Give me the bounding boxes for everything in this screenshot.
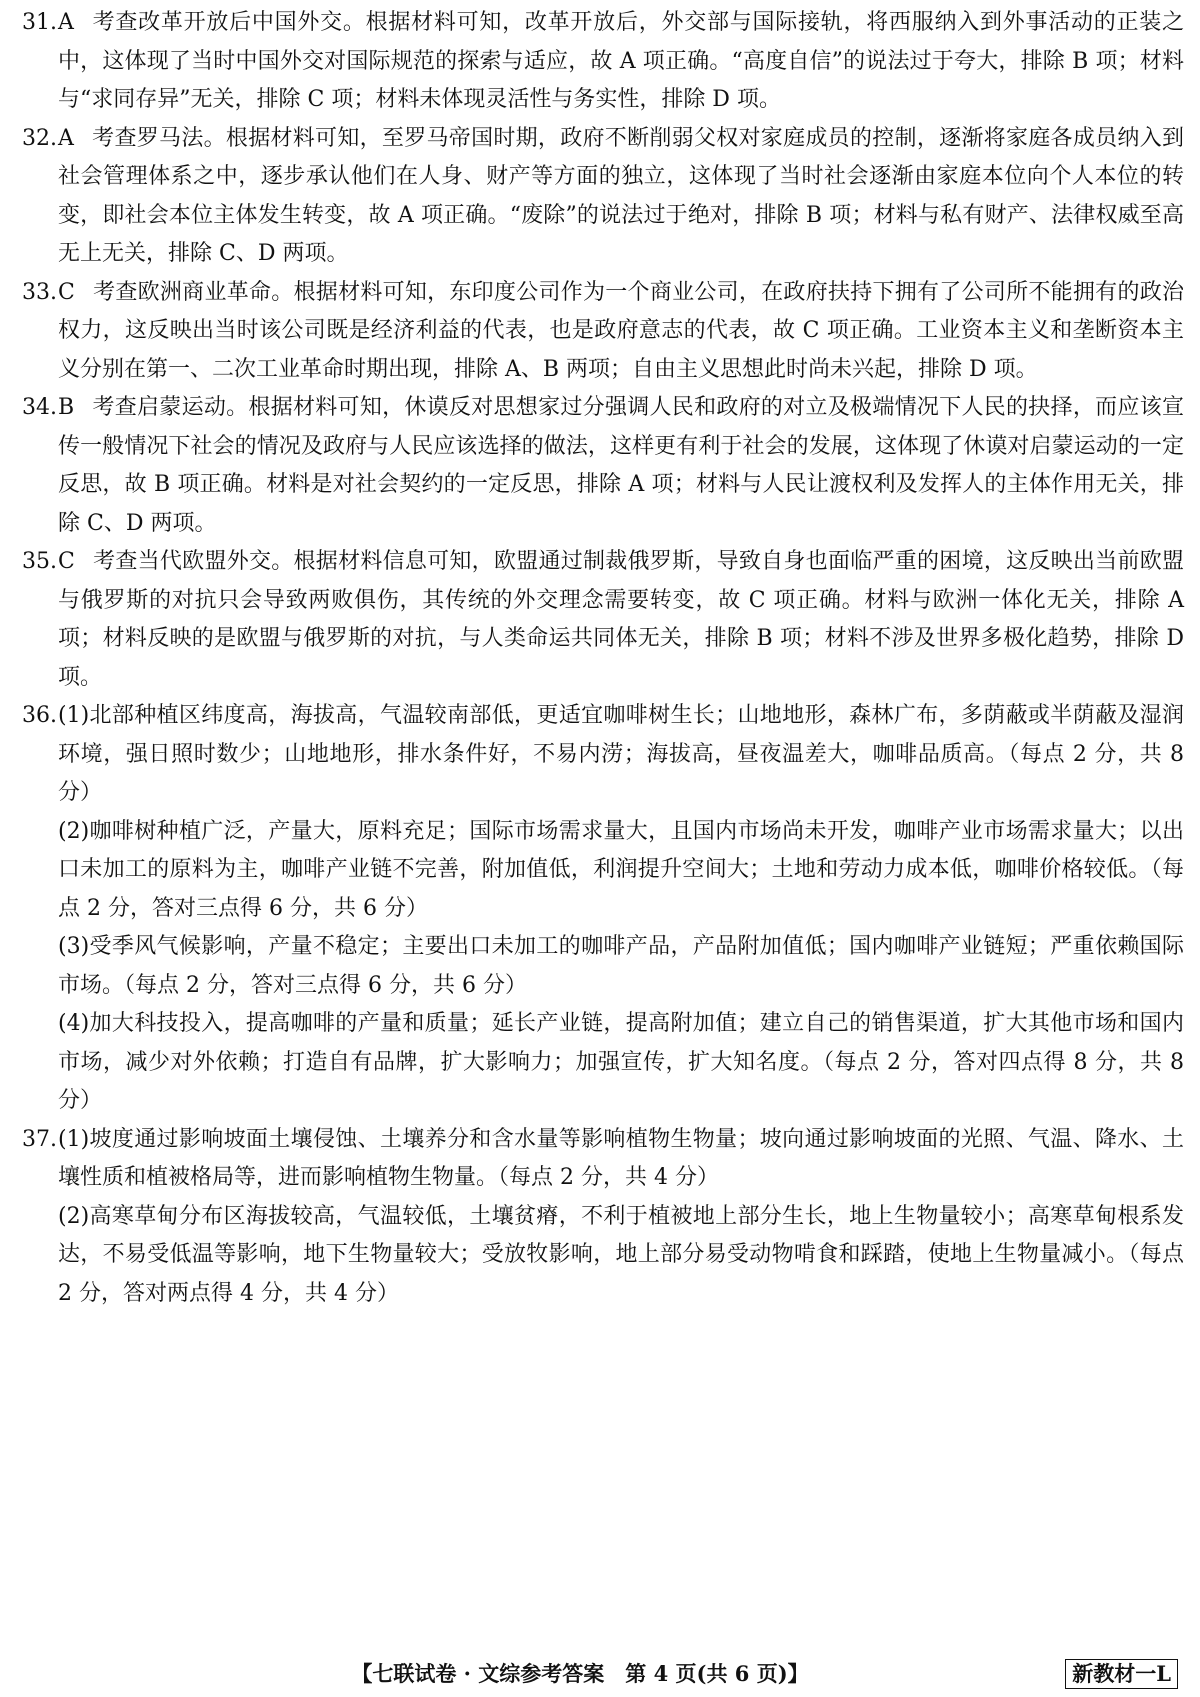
answer-explanation: 考查启蒙运动。根据材料可知，休谟反对思想家过分强调人民和政府的对立及极端情况下人民的抉择，而应该宣传一般情况下社会的情况及政府与人民应该选择的做法，这样更有利于社会的发展，这体现了休谟对启蒙运动的一定反思，故 B 项正确。材料是对社会契约的一定反思，排除 A 项；材料与人民让渡权利及发挥人的主体作用无关，排除 C、D 两项。 xyxy=(58,395,1184,536)
page-footer xyxy=(0,1659,1200,1693)
answer-choice: A xyxy=(58,125,74,151)
answer-part-1: (1)北部种植区纬度高，海拔高，气温较南部低，更适宜咖啡树生长；山地地形，森林广布，多荫蔽或半荫蔽及湿润环境，强日照时数少；山地地形，排水条件好，不易内涝；海拔高，昼夜温差大，咖啡品质高。（每点 2 分，共 8 分） xyxy=(58,703,1184,805)
question-number: 34. xyxy=(22,395,57,420)
answer-32 xyxy=(22,120,1184,274)
answer-31 xyxy=(22,4,1184,120)
answer-choice: C xyxy=(58,279,75,305)
footer-page-info: 【七联试卷 · 文综参考答案 第 4 页(共 6 页)】 xyxy=(351,1661,809,1686)
question-number: 36. xyxy=(22,703,57,728)
answer-33 xyxy=(22,274,1184,390)
edition-tag: 新教材一L xyxy=(1065,1659,1178,1689)
answer-explanation: 考查改革开放后中国外交。根据材料可知，改革开放后，外交部与国际接轨，将西服纳入到外事活动的正装之中，这体现了当时中国外交对国际规范的探索与适应，故 A 项正确。“高度自信”的说法过于夸大，排除 B 项；材料与“求同存异”无关，排除 C 项；材料未体现灵活性与务实性，排除 D 项。 xyxy=(58,10,1184,112)
answer-35 xyxy=(22,543,1184,697)
answer-choice: B xyxy=(58,395,75,420)
answer-choice: A xyxy=(58,10,74,35)
question-number: 31. xyxy=(22,10,57,35)
answer-explanation: 考查欧洲商业革命。根据材料可知，东印度公司作为一个商业公司，在政府扶持下拥有了公司所不能拥有的政治权力，这反映出当时该公司既是经济利益的代表，也是政府意志的代表，故 C 项正确。工业资本主义和垄断资本主义分别在第一、二次工业革命时期出现，排除 A、B 两项；自由主义思想此时尚未兴起，排除 D 项。 xyxy=(58,279,1184,382)
answer-part-3: (3)受季风气候影响，产量不稳定；主要出口未加工的咖啡产品，产品附加值低；国内咖啡产业链短；严重依赖国际市场。（每点 2 分，答对三点得 6 分，共 6 分） xyxy=(58,934,1184,998)
answer-36 xyxy=(22,697,1184,813)
answer-part-1: (1)坡度通过影响坡面土壤侵蚀、土壤养分和含水量等影响植物生物量；坡向通过影响坡面的光照、气温、降水、土壤性质和植被格局等，进而影响植物生物量。（每点 2 分，共 4 分） xyxy=(58,1126,1184,1190)
answer-34 xyxy=(22,389,1184,543)
question-number: 32. xyxy=(22,125,57,151)
question-number: 37. xyxy=(22,1126,57,1152)
answer-explanation: 考查当代欧盟外交。根据材料信息可知，欧盟通过制裁俄罗斯，导致自身也面临严重的困境，这反映出当前欧盟与俄罗斯的对抗只会导致两败俱伤，其传统的外交理念需要转变，故 C 项正确。材料与欧洲一体化无关，排除 A 项；材料反映的是欧盟与俄罗斯的对抗，与人类命运共同体无关，排除 B 项；材料不涉及世界多极化趋势，排除 D 项。 xyxy=(58,549,1184,690)
answer-part-4: (4)加大科技投入，提高咖啡的产量和质量；延长产业链，提高附加值；建立自己的销售渠道，扩大其他市场和国内市场，减少对外依赖；打造自有品牌，扩大影响力；加强宣传，扩大知名度。（每点 2 分，答对四点得 8 分，共 8 分） xyxy=(58,1011,1184,1113)
answer-choice: C xyxy=(58,549,75,574)
answer-key-content xyxy=(22,4,1184,1313)
answer-explanation: 考查罗马法。根据材料可知，至罗马帝国时期，政府不断削弱父权对家庭成员的控制，逐渐将家庭各成员纳入到社会管理体系之中，逐步承认他们在人身、财产等方面的独立，这体现了当时社会逐渐由家庭本位向个人本位的转变，即社会本位主体发生转变，故 A 项正确。“废除”的说法过于绝对，排除 B 项；材料与私有财产、法律权威至高无上无关，排除 C、D 两项。 xyxy=(58,125,1184,266)
answer-part-2: (2)高寒草甸分布区海拔较高，气温较低，土壤贫瘠，不利于植被地上部分生长，地上生物量较小；高寒草甸根系发达，不易受低温等影响，地下生物量较大；受放牧影响，地上部分易受动物啃食和踩踏，使地上生物量减小。（每点 2 分，答对两点得 4 分，共 4 分） xyxy=(58,1203,1184,1306)
question-number: 35. xyxy=(22,549,57,574)
question-number: 33. xyxy=(22,279,57,305)
answer-part-2: (2)咖啡树种植广泛，产量大，原料充足；国际市场需求量大，且国内市场尚未开发，咖啡产业市场需求量大；以出口未加工的原料为主，咖啡产业链不完善，附加值低，利润提升空间大；土地和劳动力成本低，咖啡价格较低。（每点 2 分，答对三点得 6 分，共 6 分） xyxy=(58,818,1184,921)
answer-37 xyxy=(22,1121,1184,1198)
